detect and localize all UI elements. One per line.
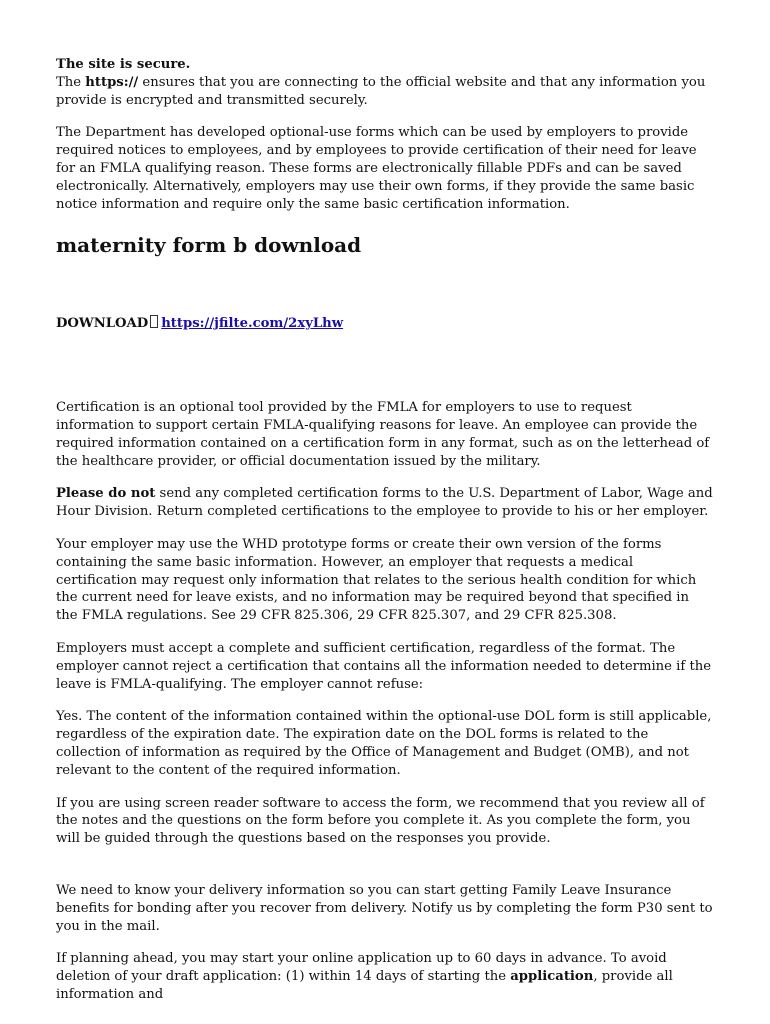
secure-heading: The site is secure. bbox=[56, 57, 191, 72]
paragraph-screen-reader: If you are using screen reader software to access the form, we recommend that you review all of the notes and the questions on the form before you complete it. As you complete the form, you will be guided through the questions based on the responses you provide. bbox=[56, 795, 705, 847]
download-link[interactable]: https://jfilte.com/2xyLhw bbox=[161, 316, 344, 332]
secure-description bbox=[56, 74, 714, 110]
box-arrow-icon bbox=[150, 315, 158, 328]
paragraph-please-do-not bbox=[56, 485, 714, 521]
intro-paragraph: The Department has developed optional-use forms which can be used by employers to provide required notices to employees, and by employees to provide certification of their need for leave for an FMLA qualifying reason. These forms are electronically fillable PDFs and can be saved electronically. Alternatively, employers may use their own forms, if they provide the same basic notice information and require only the same basic certification information. bbox=[56, 125, 697, 212]
secure-text-post: ensures that you are connecting to the official website and that any information you provide is encrypted and transmitted securely. bbox=[56, 74, 706, 108]
please-do-not-bold: Please do not bbox=[56, 486, 156, 502]
planning-text-pre: If planning ahead, you may start your online application up to 60 days in advance. To avoid deletion of your draft application: (1) within 14 days of starting the bbox=[56, 951, 667, 985]
download-line bbox=[56, 315, 714, 333]
paragraph-delivery-info: We need to know your delivery information so you can start getting Family Leave Insurance benefits for bonding after you recover from delivery. Notify us by completing the form P30 sent to you in the mail. bbox=[56, 882, 713, 934]
planning-text-post: , provide all information and bbox=[56, 969, 673, 1002]
page-title: maternity form b download bbox=[56, 233, 362, 258]
secure-site-notice bbox=[56, 56, 714, 109]
secure-https-label: https:// bbox=[85, 74, 139, 90]
secure-text-pre: The bbox=[56, 74, 86, 90]
paragraph-planning-ahead bbox=[56, 950, 714, 1003]
paragraph-certification: Certification is an optional tool provided by the FMLA for employers to use to request information to support certain FMLA-qualifying reasons for leave. An employee can provide the required information contained on a certification form in any format, such as on the letterhead of the healthcare provider, or official documentation issued by the military. bbox=[56, 400, 710, 469]
planning-application-bold: application bbox=[510, 969, 594, 985]
paragraph-employer-forms: Your employer may use the WHD prototype forms or create their own version of the forms containing the same basic information. However, an employer that requests a medical certification may request only information that relates to the serious health condition for which the current need for leave exists, and no information may be required beyond that specified in the FMLA regulations. See 29 CFR 825.306, 29 CFR 825.307, and 29 CFR 825.308. bbox=[56, 536, 697, 624]
paragraph-expiration: Yes. The content of the information contained within the optional-use DOL form is still applicable, regardless of the expiration date. The expiration date on the DOL forms is related to the collection of information as required by the Office of Management and Budget (OMB), and not relevant to the content of the required information. bbox=[56, 709, 712, 778]
download-label: DOWNLOAD bbox=[56, 316, 149, 332]
please-do-not-rest: send any completed certification forms to the U.S. Department of Labor, Wage and Hour Division. Return completed certifications to the employee to provide to his or her employer. bbox=[56, 486, 713, 520]
paragraph-accept-certification: Employers must accept a complete and sufficient certification, regardless of the format. The employer cannot reject a certification that contains all the information needed to determine if the leave is FMLA-qualifying. The employer cannot refuse: bbox=[56, 640, 712, 692]
